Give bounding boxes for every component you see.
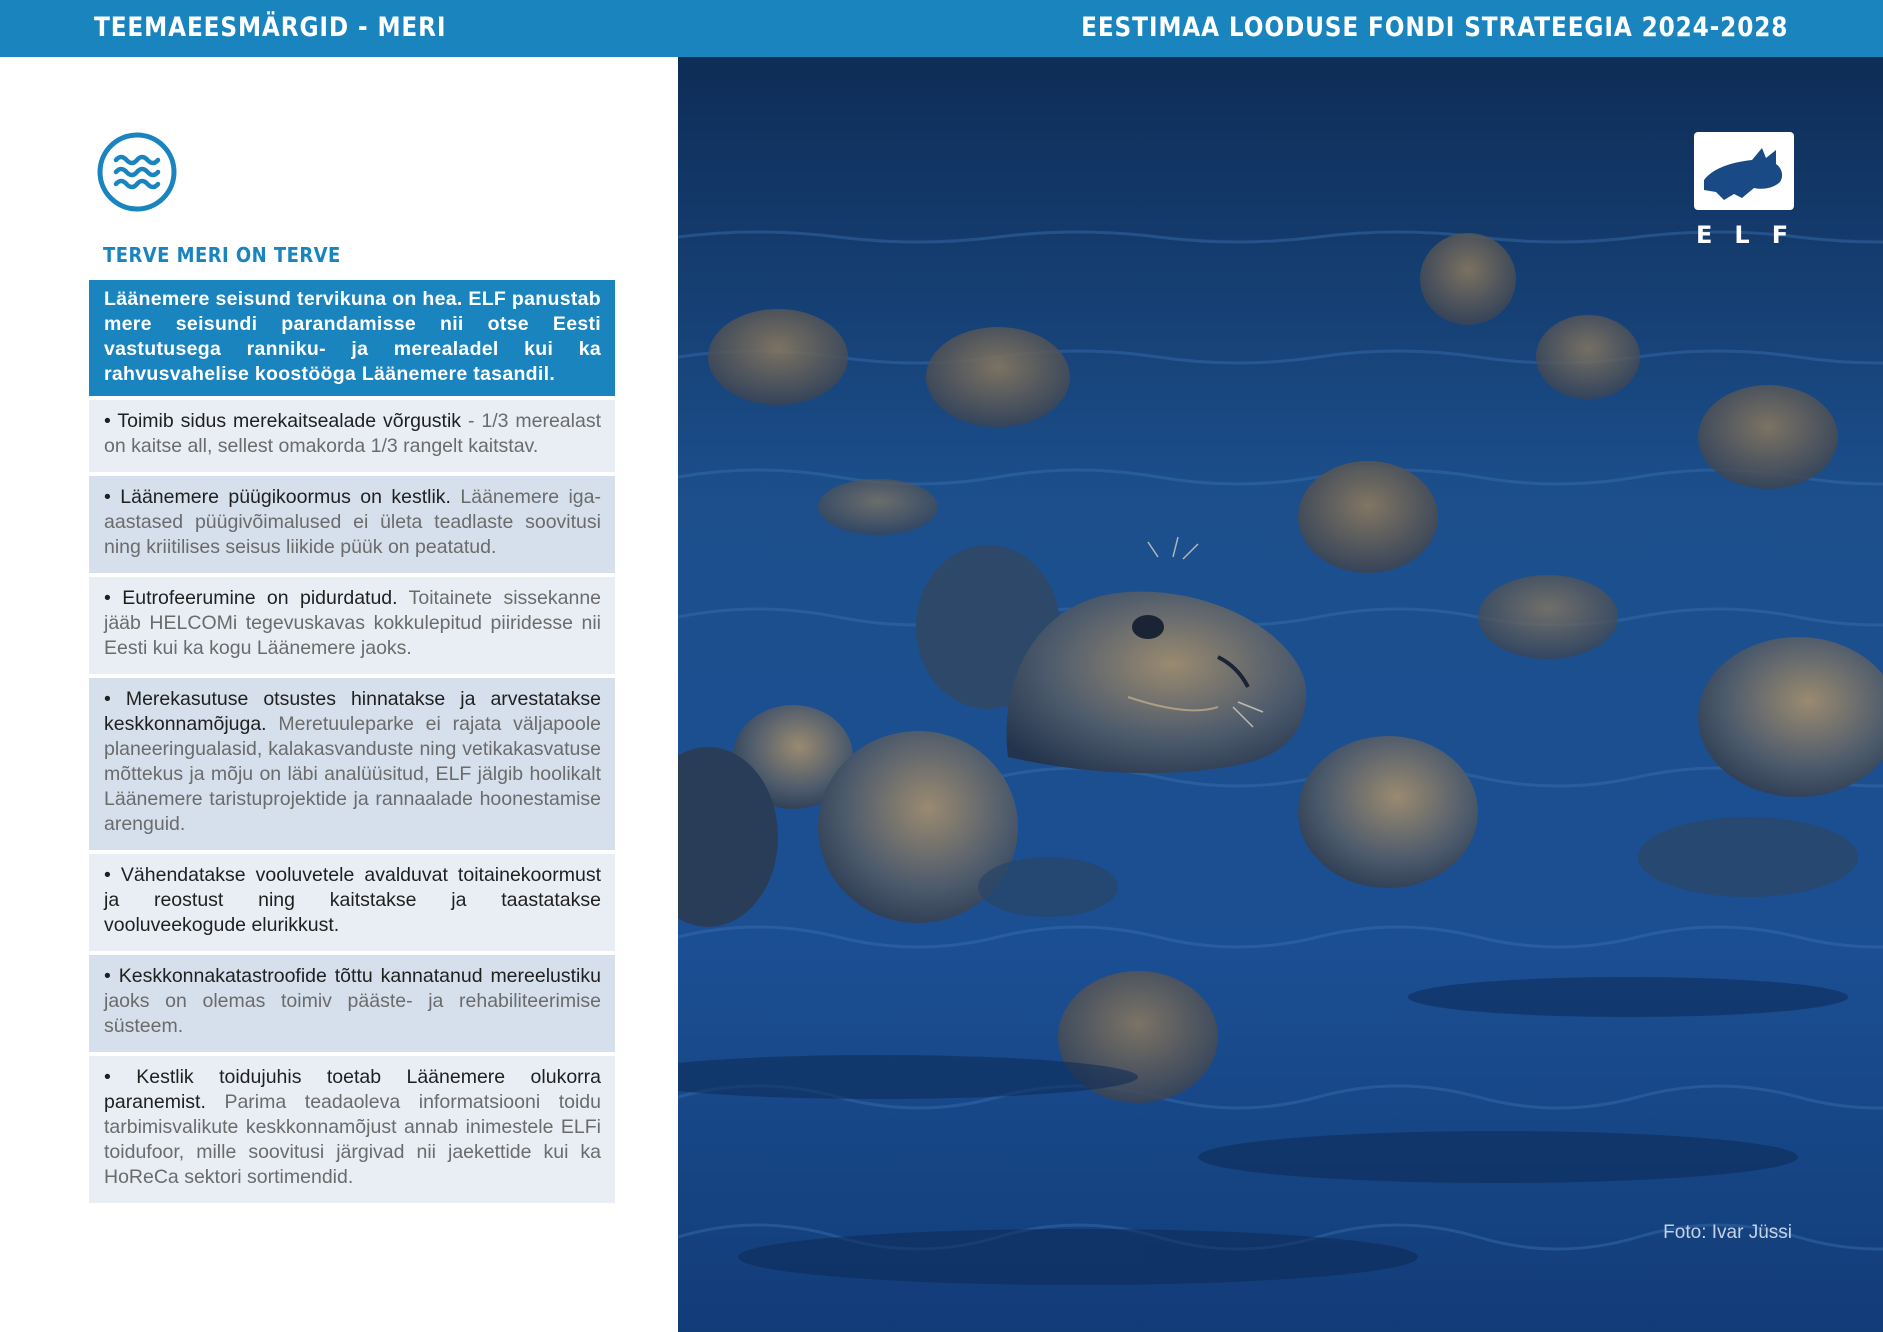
goal-item: • Merekasutuse otsustes hinnatakse ja arvestatakse keskkonnamõjuga. Meretuuleparke ei rajata väljapoole planeeringualasid, kalakasvanduste ning vetikakasvatuse mõttekus ja mõju on läbi analüüsitud, ELF jälgib hoolikalt Läänemere taristuprojektide ja rannaalade hoonestamise arenguid.	[89, 674, 615, 850]
goal-text: jaoks on olemas toimiv pääste- ja rehabiliteerimise süsteem.	[104, 990, 601, 1037]
goal-item: • Kestlik toidujuhis toetab Läänemere olukorra paranemist. Parima teadaoleva informatsiooni toidu tarbimisvalikute keskkonnamõjust annab inimestele ELFi toidufoor, mille soovitusi järgivad nii jaekettide kui ka HoReCa sektori sortimendid.	[89, 1052, 615, 1203]
elf-logo-text: ELF	[1696, 221, 1811, 249]
goal-text: Toitainete sissekanne jääb HELCOMi tegevuskavas kokkulepitud piiridesse nii Eesti kui ka kogu Läänemere jaoks.	[104, 587, 602, 659]
section-heading: TERVE MERI ON TERVE	[103, 243, 341, 267]
goal-lead: Eutrofeerumine on pidurdatud.	[122, 587, 398, 609]
goal-text: Meretuuleparke ei rajata väljapoole planeeringualasid, kalakasvanduste ning vetikakasvatuse mõttekus ja mõju on läbi analüüsitud, ELF jälgib hoolikalt Läänemere taristuprojektide ja rannaalade hoonestamise arenguid.	[104, 713, 601, 835]
goal-item: • Läänemere püügikoormus on kestlik. Läänemere iga-aastased püügivõimalused ei ületa teadlaste soovitusi ning kriitilises seisus liikide püük on peatatud.	[89, 472, 615, 573]
goal-lead: Toimib sidus merekaitsealade võrgustik	[117, 410, 462, 432]
goal-lead: Merekasutuse otsustes hinnatakse ja arvestatakse keskkonnamõjuga.	[104, 688, 601, 735]
goal-item: • Vähendatakse vooluvetele avalduvat toitainekoormust ja reostust ning kaitstakse ja taastatakse vooluveekogude elurikkust.	[89, 850, 615, 951]
goal-lead: Vähendatakse vooluvetele avalduvat toitainekoormust ja reostust ning kaitstakse ja taastatakse vooluveekogude elurikkust.	[104, 864, 601, 936]
waves-icon	[96, 131, 178, 213]
photo-credit: Foto: Ivar Jüssi	[1663, 1222, 1792, 1243]
goal-text: Parima teadaoleva informatsiooni toidu tarbimisvalikute keskkonnamõjust annab inimestele ELFi toidufoor, mille soovitusi järgivad nii jaekettide kui ka HoReCa sektori sortimendid.	[104, 1091, 601, 1188]
goal-lead: Kestlik toidujuhis toetab Läänemere olukorra paranemist.	[104, 1066, 601, 1113]
document-title: EESTIMAA LOODUSE FONDI STRATEEGIA 2024-2028	[1080, 12, 1788, 43]
goal-lead: Keskkonnakatastroofide tõttu kannatanud mereelustiku	[118, 965, 601, 987]
intro-box: Läänemere seisund tervikuna on hea. ELF panustab mere seisundi parandamisse nii otse Eesti vastutusega ranniku- ja merealadel kui ka rahvusvahelise koostööga Läänemere tasandil.	[89, 280, 615, 396]
section-title: TEEMAEESMÄRGID - MERI	[94, 12, 447, 43]
goal-item: • Eutrofeerumine on pidurdatud. Toitainete sissekanne jääb HELCOMi tegevuskavas kokkulepitud piiridesse nii Eesti kui ka kogu Läänemere jaoks.	[89, 573, 615, 674]
goal-lead: Läänemere püügikoormus on kestlik.	[120, 486, 451, 508]
goal-item: • Keskkonnakatastroofide tõttu kannatanud mereelustiku jaoks on olemas toimiv pääste- ja rehabiliteerimise süsteem.	[89, 951, 615, 1052]
goal-text: Läänemere iga-aastased püügivõimalused ei ületa teadlaste soovitusi ning kriitilises seisus liikide püük on peatatud.	[104, 486, 601, 558]
goal-item: • Toimib sidus merekaitsealade võrgustik - 1/3 merealast on kaitse all, sellest omakorda 1/3 rangelt kaitstav.	[89, 396, 615, 472]
goal-text: - 1/3 merealast on kaitse all, sellest omakorda 1/3 rangelt kaitstav.	[104, 410, 601, 457]
goals-column	[89, 280, 615, 1203]
header-bar	[0, 0, 1883, 57]
